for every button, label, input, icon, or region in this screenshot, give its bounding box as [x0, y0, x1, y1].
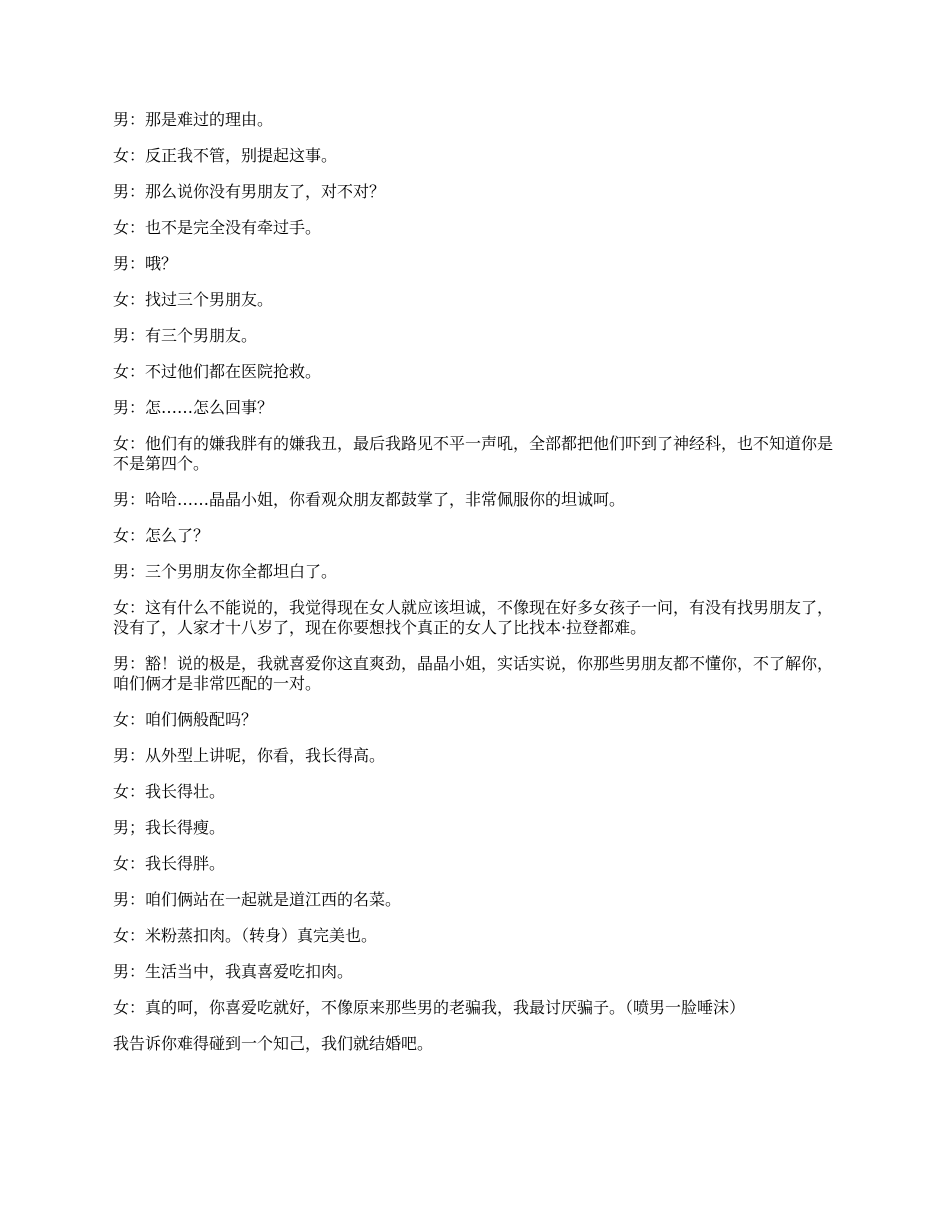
dialogue-line: 女：咱们俩般配吗？	[113, 710, 258, 729]
document-body	[113, 110, 843, 1070]
dialogue-line: 男：生活当中，我真喜爱吃扣肉。	[113, 962, 354, 981]
dialogue-line: 男：那是难过的理由。	[113, 110, 274, 129]
dialogue-line: 女：真的呵，你喜爱吃就好，不像原来那些男的老骗我，我最讨厌骗子。（喷男一脸唾沫）	[113, 998, 746, 1017]
dialogue-line: 女：反正我不管，别提起这事。	[113, 146, 338, 165]
dialogue-line: 男；我长得瘦。	[113, 818, 226, 837]
dialogue-line: 男：有三个男朋友。	[113, 326, 258, 345]
dialogue-line: 女：米粉蒸扣肉。（转身）真完美也。	[113, 926, 378, 945]
dialogue-line: 女：他们有的嫌我胖有的嫌我丑，最后我路见不平一声吼，全部都把他们吓到了神经科，也不知道你是不是第四个。	[113, 434, 834, 473]
dialogue-line: 男：哦？	[113, 254, 178, 273]
dialogue-line: 男：怎……怎么回事？	[113, 398, 274, 417]
dialogue-line: 女：怎么了？	[113, 526, 210, 545]
dialogue-line: 男：豁！说的极是，我就喜爱你这直爽劲，晶晶小姐，实话实说，你那些男朋友都不懂你，不了解你，咱们俩才是非常匹配的一对。	[113, 654, 834, 693]
dialogue-line: 女：不过他们都在医院抢救。	[113, 362, 322, 381]
dialogue-line: 女：我长得胖。	[113, 854, 226, 873]
dialogue-line: 我告诉你难得碰到一个知己，我们就结婚吧。	[113, 1034, 434, 1053]
dialogue-line: 男：从外型上讲呢，你看，我长得高。	[113, 746, 386, 765]
dialogue-line: 女：我长得壮。	[113, 782, 226, 801]
dialogue-line: 男：三个男朋友你全都坦白了。	[113, 562, 338, 581]
dialogue-line: 女：找过三个男朋友。	[113, 290, 274, 309]
dialogue-line: 男：那么说你没有男朋友了，对不对？	[113, 182, 386, 201]
dialogue-line: 女：也不是完全没有牵过手。	[113, 218, 322, 237]
dialogue-line: 男：哈哈……晶晶小姐，你看观众朋友都鼓掌了，非常佩服你的坦诚呵。	[113, 490, 626, 509]
dialogue-line: 女：这有什么不能说的，我觉得现在女人就应该坦诚，不像现在好多女孩子一问，有没有找男朋友了，没有了，人家才十八岁了，现在你要想找个真正的女人了比找本·拉登都难。	[113, 598, 834, 637]
dialogue-line: 男：咱们俩站在一起就是道江西的名菜。	[113, 890, 402, 909]
